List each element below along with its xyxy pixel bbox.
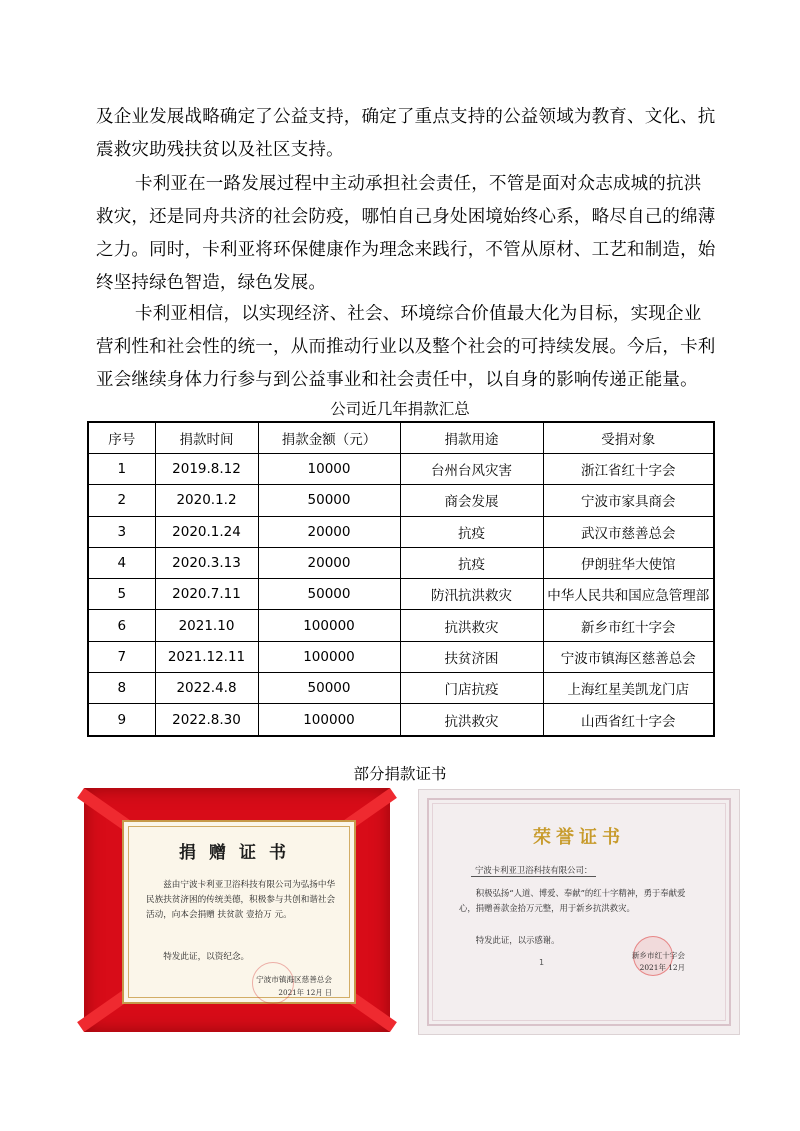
cell-purpose: 防汛抗洪救灾 <box>400 579 543 610</box>
recipient-name: 宁波卡利亚卫浴科技有限公司： <box>471 864 596 877</box>
cell-purpose: 台州台风灾害 <box>400 454 543 485</box>
cell-date: 2021.10 <box>155 610 258 641</box>
cell-amount: 100000 <box>258 641 400 672</box>
certificate-body: 兹由宁波卡利亚卫浴科技有限公司为弘扬中华民族扶贫济困的传统美德，积极参与共创和谐社会活动，向本会捐赠 扶贫款 壹拾万 元。 <box>146 880 336 920</box>
table-row <box>88 673 714 704</box>
cell-amount: 20000 <box>258 516 400 547</box>
cell-purpose: 商会发展 <box>400 485 543 516</box>
cell-index: 6 <box>88 610 155 641</box>
cell-date: 2022.8.30 <box>155 704 258 736</box>
cell-purpose: 抗疫 <box>400 547 543 578</box>
cell-date: 2020.1.24 <box>155 516 258 547</box>
certificate-date: 2021年 12月 <box>639 963 685 972</box>
cell-index: 9 <box>88 704 155 736</box>
cell-recipient: 宁波市镇海区慈善总会 <box>543 641 714 672</box>
cell-index: 1 <box>88 454 155 485</box>
cell-amount: 100000 <box>258 610 400 641</box>
table-row <box>88 704 714 736</box>
header-recipient: 受捐对象 <box>543 422 714 454</box>
cell-index: 7 <box>88 641 155 672</box>
cell-purpose: 抗疫 <box>400 516 543 547</box>
intro-paragraph-3: 卡利亚相信，以实现经济、社会、环境综合价值最大化为目标，实现企业营利性和社会性的统一，从而推动行业以及整个社会的可持续发展。今后，卡利亚会继续身体力行参与到公益事业和社会责任中，以自身的影响传递正能量。 <box>96 304 716 390</box>
cell-index: 5 <box>88 579 155 610</box>
header-date: 捐款时间 <box>155 422 258 454</box>
cell-recipient: 新乡市红十字会 <box>543 610 714 641</box>
certificate-recipient <box>471 864 596 877</box>
table-caption: 公司近几年捐款汇总 <box>330 400 470 418</box>
cell-recipient: 中华人民共和国应急管理部 <box>543 579 714 610</box>
cell-purpose: 抗洪救灾 <box>400 610 543 641</box>
table-header-row <box>88 422 714 454</box>
cell-recipient: 山西省红十字会 <box>543 704 714 736</box>
cell-amount: 10000 <box>258 454 400 485</box>
cell-date: 2021.12.11 <box>155 641 258 672</box>
donation-certificate-photo <box>84 788 390 1032</box>
donation-table <box>87 421 715 737</box>
cell-amount: 50000 <box>258 485 400 516</box>
table-row <box>88 547 714 578</box>
cell-recipient: 伊朗驻华大使馆 <box>543 547 714 578</box>
certificate-title: 荣誉证书 <box>533 827 625 848</box>
header-index: 序号 <box>88 422 155 454</box>
cell-date: 2020.3.13 <box>155 547 258 578</box>
table-row <box>88 641 714 672</box>
table-row <box>88 610 714 641</box>
table-row <box>88 579 714 610</box>
cell-recipient: 武汉市慈善总会 <box>543 516 714 547</box>
cell-index: 8 <box>88 673 155 704</box>
cell-date: 2020.7.11 <box>155 579 258 610</box>
cell-purpose: 门店抗疫 <box>400 673 543 704</box>
table-row <box>88 485 714 516</box>
cell-index: 4 <box>88 547 155 578</box>
cell-amount: 100000 <box>258 704 400 736</box>
cell-recipient: 浙江省红十字会 <box>543 454 714 485</box>
intro-paragraph-1: 及企业发展战略确定了公益支持，确定了重点支持的公益领域为教育、文化、抗震救灾助残扶贫以及社区支持。 <box>96 107 716 160</box>
certificate-date: 2021年 12月 日 <box>278 988 332 997</box>
table-row <box>88 454 714 485</box>
honor-certificate-photo <box>418 789 740 1035</box>
cell-amount: 20000 <box>258 547 400 578</box>
certificate-body: 积极弘扬“人道、博爱、奉献”的红十字精神，勇于奉献爱心，捐赠善款金拾万元整，用于新乡抗洪救灾。 <box>459 888 686 913</box>
intro-paragraph-2: 卡利亚在一路发展过程中主动承担社会责任，不管是面对众志成城的抗洪救灾，还是同舟共济的社会防疫，哪怕自己身处困境始终心系，略尽自己的绵薄之力。同时，卡利亚将环保健康作为理念来践行，不管从原材、工艺和制造，始终坚持绿色智造，绿色发展。 <box>96 174 716 293</box>
cell-amount: 50000 <box>258 579 400 610</box>
certificate-title: 捐赠证书 <box>179 843 299 863</box>
certificate-closing: 特发此证，以资纪念。 <box>163 952 250 962</box>
cell-index: 2 <box>88 485 155 516</box>
cell-recipient: 宁波市家具商会 <box>543 485 714 516</box>
header-purpose: 捐款用途 <box>400 422 543 454</box>
cell-date: 2020.1.2 <box>155 485 258 516</box>
cell-purpose: 抗洪救灾 <box>400 704 543 736</box>
table-row <box>88 516 714 547</box>
certificates-caption: 部分捐款证书 <box>353 765 447 783</box>
certificate-mark: 1 <box>539 958 545 967</box>
certificate-issuer: 宁波市镇海区慈善总会 <box>256 975 332 984</box>
cell-index: 3 <box>88 516 155 547</box>
cell-purpose: 扶贫济困 <box>400 641 543 672</box>
certificate-closing: 特发此证，以示感谢。 <box>475 935 560 945</box>
certificate-issuer: 新乡市红十字会 <box>631 951 685 960</box>
cell-recipient: 上海红星美凯龙门店 <box>543 673 714 704</box>
cell-date: 2019.8.12 <box>155 454 258 485</box>
certificate-paper <box>122 820 356 1004</box>
header-amount: 捐款金额（元） <box>258 422 400 454</box>
cell-amount: 50000 <box>258 673 400 704</box>
cell-date: 2022.4.8 <box>155 673 258 704</box>
